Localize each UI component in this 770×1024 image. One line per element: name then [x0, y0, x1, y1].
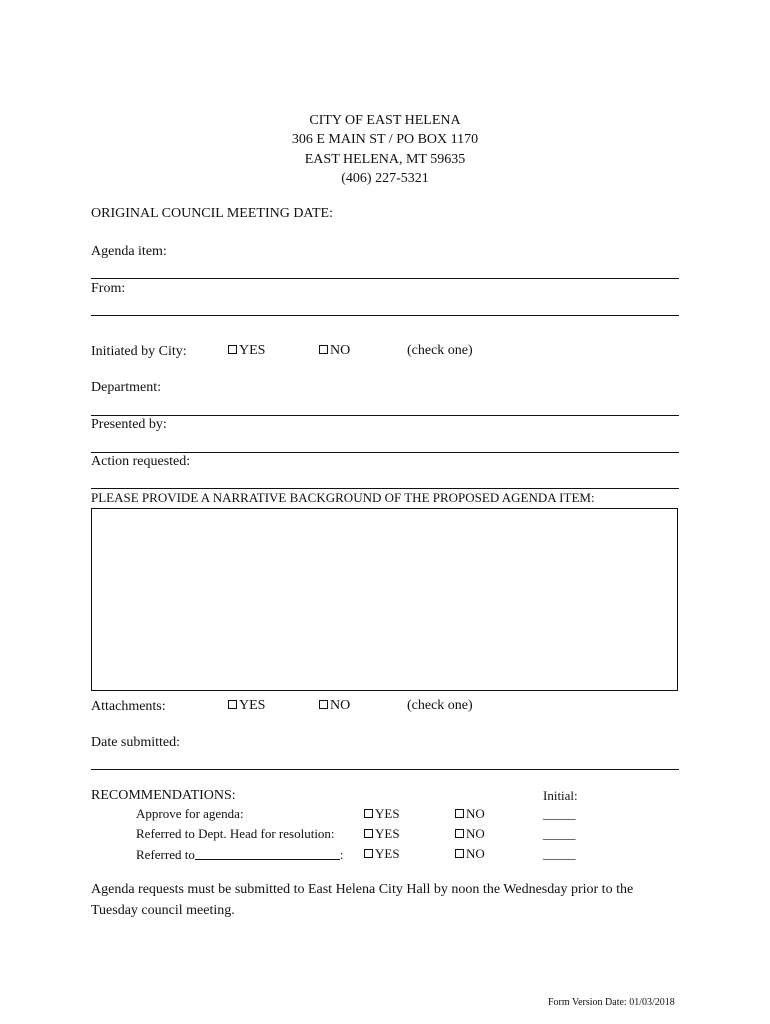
checkbox-icon[interactable] — [364, 849, 373, 858]
yes-label: YES — [375, 826, 400, 841]
no-label: NO — [466, 826, 485, 841]
attachments-no-option[interactable] — [319, 698, 350, 714]
date-submitted-field[interactable] — [91, 769, 679, 770]
checkbox-icon[interactable] — [228, 700, 237, 709]
from-label: From: — [91, 281, 126, 296]
referred-to-yes-option[interactable] — [364, 846, 400, 862]
form-version-date: Form Version Date: 01/03/2018 — [548, 997, 675, 1008]
referred-to-initial[interactable]: _____ — [543, 846, 576, 861]
from-field[interactable] — [91, 315, 679, 316]
attachments-yes-option[interactable] — [228, 698, 265, 714]
recommendations-title: RECOMMENDATIONS: — [91, 788, 236, 803]
no-label: NO — [466, 846, 485, 861]
referred-dept-no-option[interactable] — [455, 826, 485, 842]
approve-initial[interactable]: _____ — [543, 806, 576, 821]
date-submitted-label: Date submitted: — [91, 735, 181, 750]
original-meeting-date-label: ORIGINAL COUNCIL MEETING DATE: — [91, 206, 333, 221]
referred-dept-head-label: Referred to Dept. Head for resolution: — [136, 826, 335, 841]
checkbox-icon[interactable] — [455, 809, 464, 818]
approve-no-option[interactable] — [455, 806, 485, 822]
yes-label: YES — [239, 343, 266, 358]
approve-for-agenda-label: Approve for agenda: — [136, 806, 244, 821]
department-label: Department: — [91, 380, 161, 395]
yes-label: YES — [239, 698, 266, 713]
no-label: NO — [330, 698, 351, 713]
checkbox-icon[interactable] — [364, 809, 373, 818]
header-phone: (406) 227-5321 — [341, 171, 429, 186]
initial-header: Initial: — [543, 788, 578, 803]
action-requested-field[interactable] — [91, 488, 679, 489]
yes-label: YES — [375, 846, 400, 861]
header-address: 306 E MAIN ST / PO BOX 1170 — [291, 132, 479, 147]
header-city-state-zip: EAST HELENA, MT 59635 — [304, 152, 466, 167]
referred-dept-yes-option[interactable] — [364, 826, 400, 842]
agenda-item-field[interactable] — [91, 278, 679, 279]
referred-to-label: Referred to — [136, 847, 195, 862]
action-requested-label: Action requested: — [91, 454, 191, 469]
no-label: NO — [466, 806, 485, 821]
check-one-note: (check one) — [407, 343, 473, 358]
narrative-textarea[interactable] — [91, 508, 678, 691]
referred-to-no-option[interactable] — [455, 846, 485, 862]
check-one-note: (check one) — [407, 698, 473, 713]
no-label: NO — [330, 343, 351, 358]
initiated-by-city-label: Initiated by City: — [91, 344, 187, 359]
checkbox-icon[interactable] — [319, 700, 328, 709]
agenda-item-label: Agenda item: — [91, 244, 167, 259]
narrative-prompt: PLEASE PROVIDE A NARRATIVE BACKGROUND OF THE PROPOSED AGENDA ITEM: — [91, 490, 595, 505]
checkbox-icon[interactable] — [319, 345, 328, 354]
department-field[interactable] — [91, 415, 679, 416]
submission-note-line2: Tuesday council meeting. — [91, 903, 235, 918]
attachments-label: Attachments: — [91, 699, 166, 714]
referred-dept-initial[interactable]: _____ — [543, 826, 576, 841]
approve-yes-option[interactable] — [364, 806, 400, 822]
referred-to-colon: : — [339, 847, 344, 862]
checkbox-icon[interactable] — [228, 345, 237, 354]
checkbox-icon[interactable] — [455, 849, 464, 858]
referred-to-field[interactable] — [195, 846, 340, 860]
initiated-no-option[interactable] — [319, 343, 350, 359]
checkbox-icon[interactable] — [364, 829, 373, 838]
referred-to-row — [136, 846, 343, 863]
initiated-yes-option[interactable] — [228, 343, 265, 359]
yes-label: YES — [375, 806, 400, 821]
checkbox-icon[interactable] — [455, 829, 464, 838]
header-city-name: CITY OF EAST HELENA — [309, 113, 461, 128]
presented-by-label: Presented by: — [91, 417, 167, 432]
submission-note-line1: Agenda requests must be submitted to East Helena City Hall by noon the Wednesday prior to the — [91, 882, 634, 897]
presented-by-field[interactable] — [91, 452, 679, 453]
